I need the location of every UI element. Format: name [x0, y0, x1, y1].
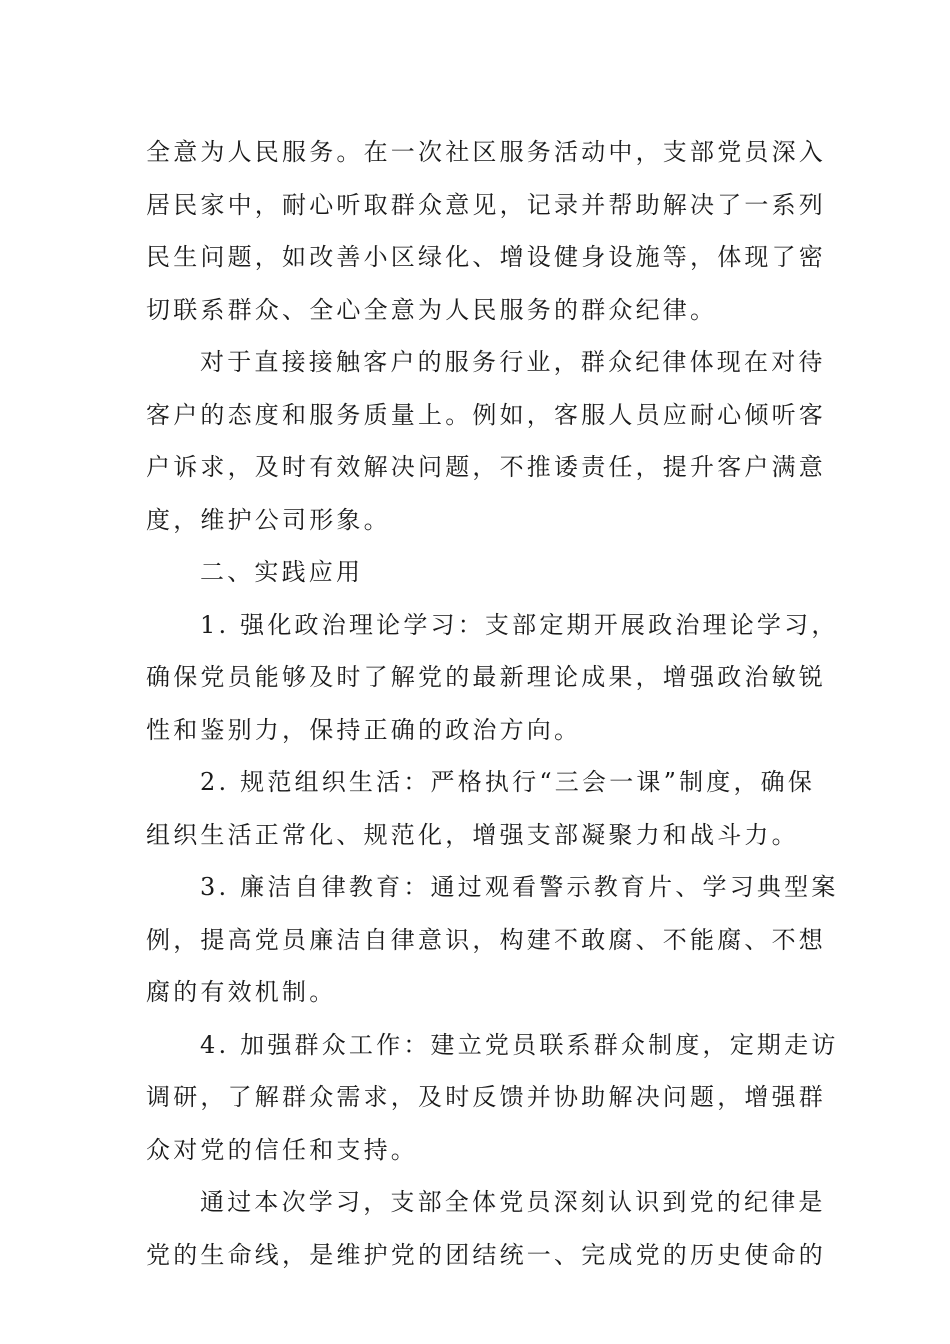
text-line: 4. 加强群众工作：建立党员联系群众制度，定期走访: [200, 1030, 839, 1059]
paragraph-item-4: [146, 1019, 839, 1177]
text-line: 度，维护公司形象。: [146, 505, 391, 534]
text-line: 腐的有效机制。: [146, 978, 337, 1006]
text-line: 组织生活正常化、规范化，增强支部凝聚力和战斗力。: [146, 820, 799, 849]
section-heading: 二、实践应用: [200, 558, 364, 586]
text-line: 确保党员能够及时了解党的最新理论成果，增强政治敏锐: [146, 663, 826, 691]
text-line: 通过本次学习，支部全体党员深刻认识到党的纪律是: [200, 1188, 826, 1216]
text-line: 性和鉴别力，保持正确的政治方向。: [146, 715, 582, 744]
text-line: 2. 规范组织生活：严格执行“三会一课”制度，确保: [200, 768, 816, 796]
text-line: 户诉求，及时有效解决问题，不推诿责任，提升客户满意: [146, 453, 826, 481]
text-line: 党的生命线，是维护党的团结统一、完成党的历史使命的: [146, 1240, 826, 1269]
paragraph-item-1: [146, 599, 839, 757]
paragraph-service-industry: [146, 336, 826, 546]
paragraph-serving-people: [146, 126, 826, 336]
paragraph-item-2: [146, 756, 816, 861]
paragraph-conclusion: [146, 1176, 826, 1281]
text-line: 对于直接接触客户的服务行业，群众纪律体现在对待: [200, 348, 826, 376]
paragraph-item-3: [146, 861, 839, 1019]
text-line: 居民家中，耐心听取群众意见，记录并帮助解决了一系列: [146, 190, 826, 219]
text-line: 3. 廉洁自律教育：通过观看警示教育片、学习典型案: [200, 873, 839, 901]
section-heading-practice: [146, 546, 808, 599]
text-line: 客户的态度和服务质量上。例如，客服人员应耐心倾听客: [146, 400, 826, 429]
text-line: 民生问题，如改善小区绿化、增设健身设施等，体现了密: [146, 243, 826, 271]
text-line: 切联系群众、全心全意为人民服务的群众纪律。: [146, 295, 718, 324]
document-body: [146, 126, 839, 1281]
text-line: 1. 强化政治理论学习：支部定期开展政治理论学习，: [200, 610, 839, 639]
text-line: 全意为人民服务。在一次社区服务活动中，支部党员深入: [146, 138, 826, 166]
text-line: 众对党的信任和支持。: [146, 1135, 418, 1164]
text-line: 调研，了解群众需求，及时反馈并协助解决问题，增强群: [146, 1083, 826, 1111]
text-line: 例，提高党员廉洁自律意识，构建不敢腐、不能腐、不想: [146, 925, 826, 954]
